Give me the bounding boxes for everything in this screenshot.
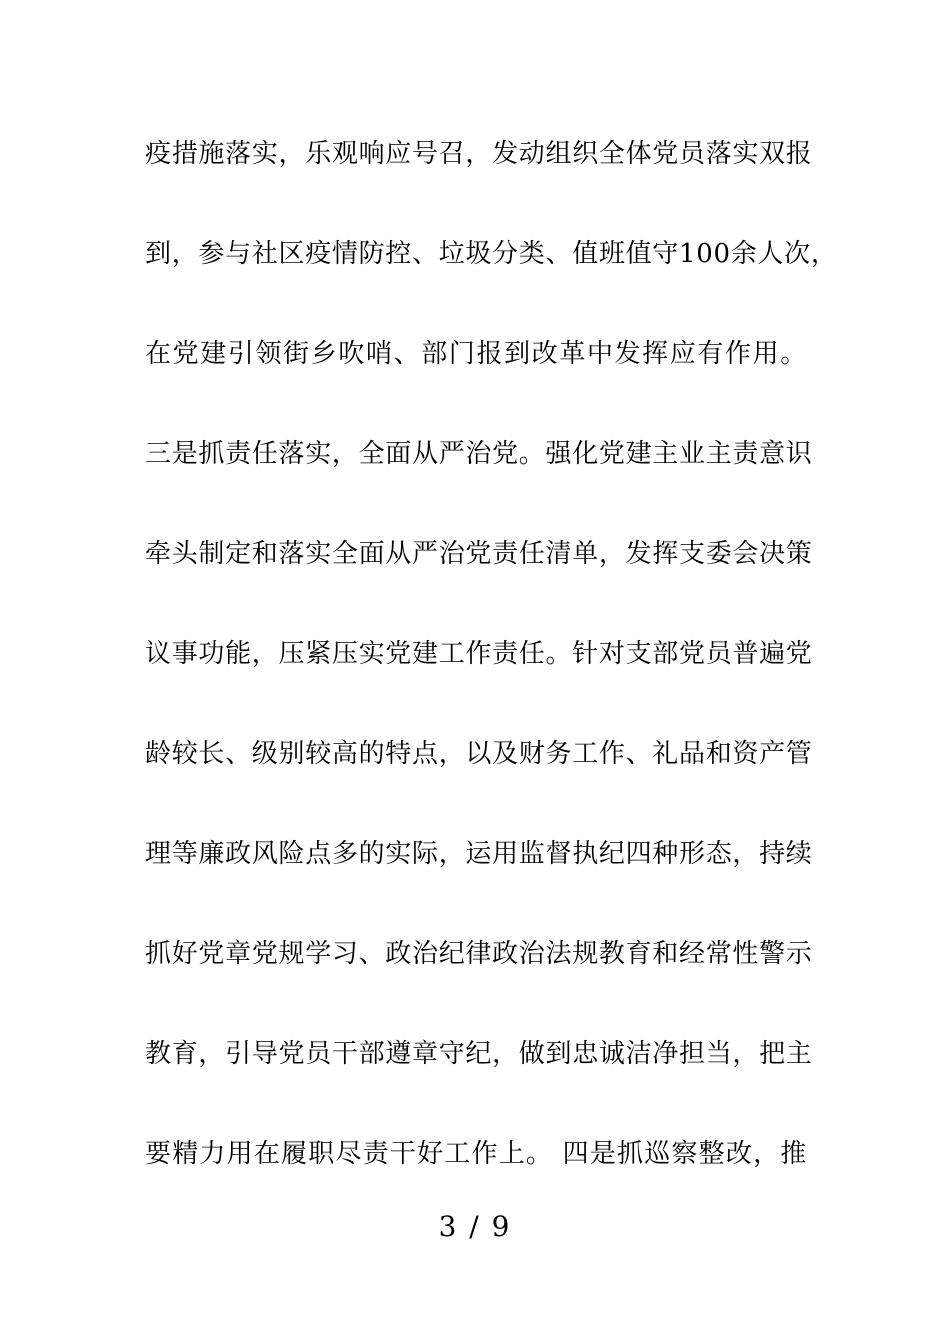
text-line: 理等廉政风险点多的实际，运用监督执纪四种形态，持续 [145, 839, 813, 869]
text-line: 到，参与社区疫情防控、垃圾分类、值班值守100余人次， [145, 239, 838, 269]
text-line: 教育，引导党员干部遵章守纪，做到忠诚洁净担当，把主 [145, 1039, 813, 1069]
page-number: 3 / 9 [438, 1210, 512, 1243]
text-line: 疫措施落实，乐观响应号召，发动组织全体党员落实双报 [145, 139, 813, 169]
text-line: 抓好党章党规学习、政治纪律政治法规教育和经常性警示 [145, 939, 813, 969]
text-line: 牵头制定和落实全面从严治党责任清单，发挥支委会决策 [145, 539, 813, 569]
text-line: 议事功能，压紧压实党建工作责任。针对支部党员普遍党 [145, 639, 813, 669]
body-text [145, 132, 838, 1232]
text-line: 在党建引领街乡吹哨、部门报到改革中发挥应有作用。 [145, 339, 807, 369]
text-line: 三是抓责任落实，全面从严治党。强化党建主业主责意识 [145, 439, 813, 469]
text-line: 要精力用在履职尽责干好工作上。 四是抓巡察整改，推 [145, 1139, 807, 1169]
text-line: 龄较长、级别较高的特点，以及财务工作、礼品和资产管 [145, 739, 813, 769]
